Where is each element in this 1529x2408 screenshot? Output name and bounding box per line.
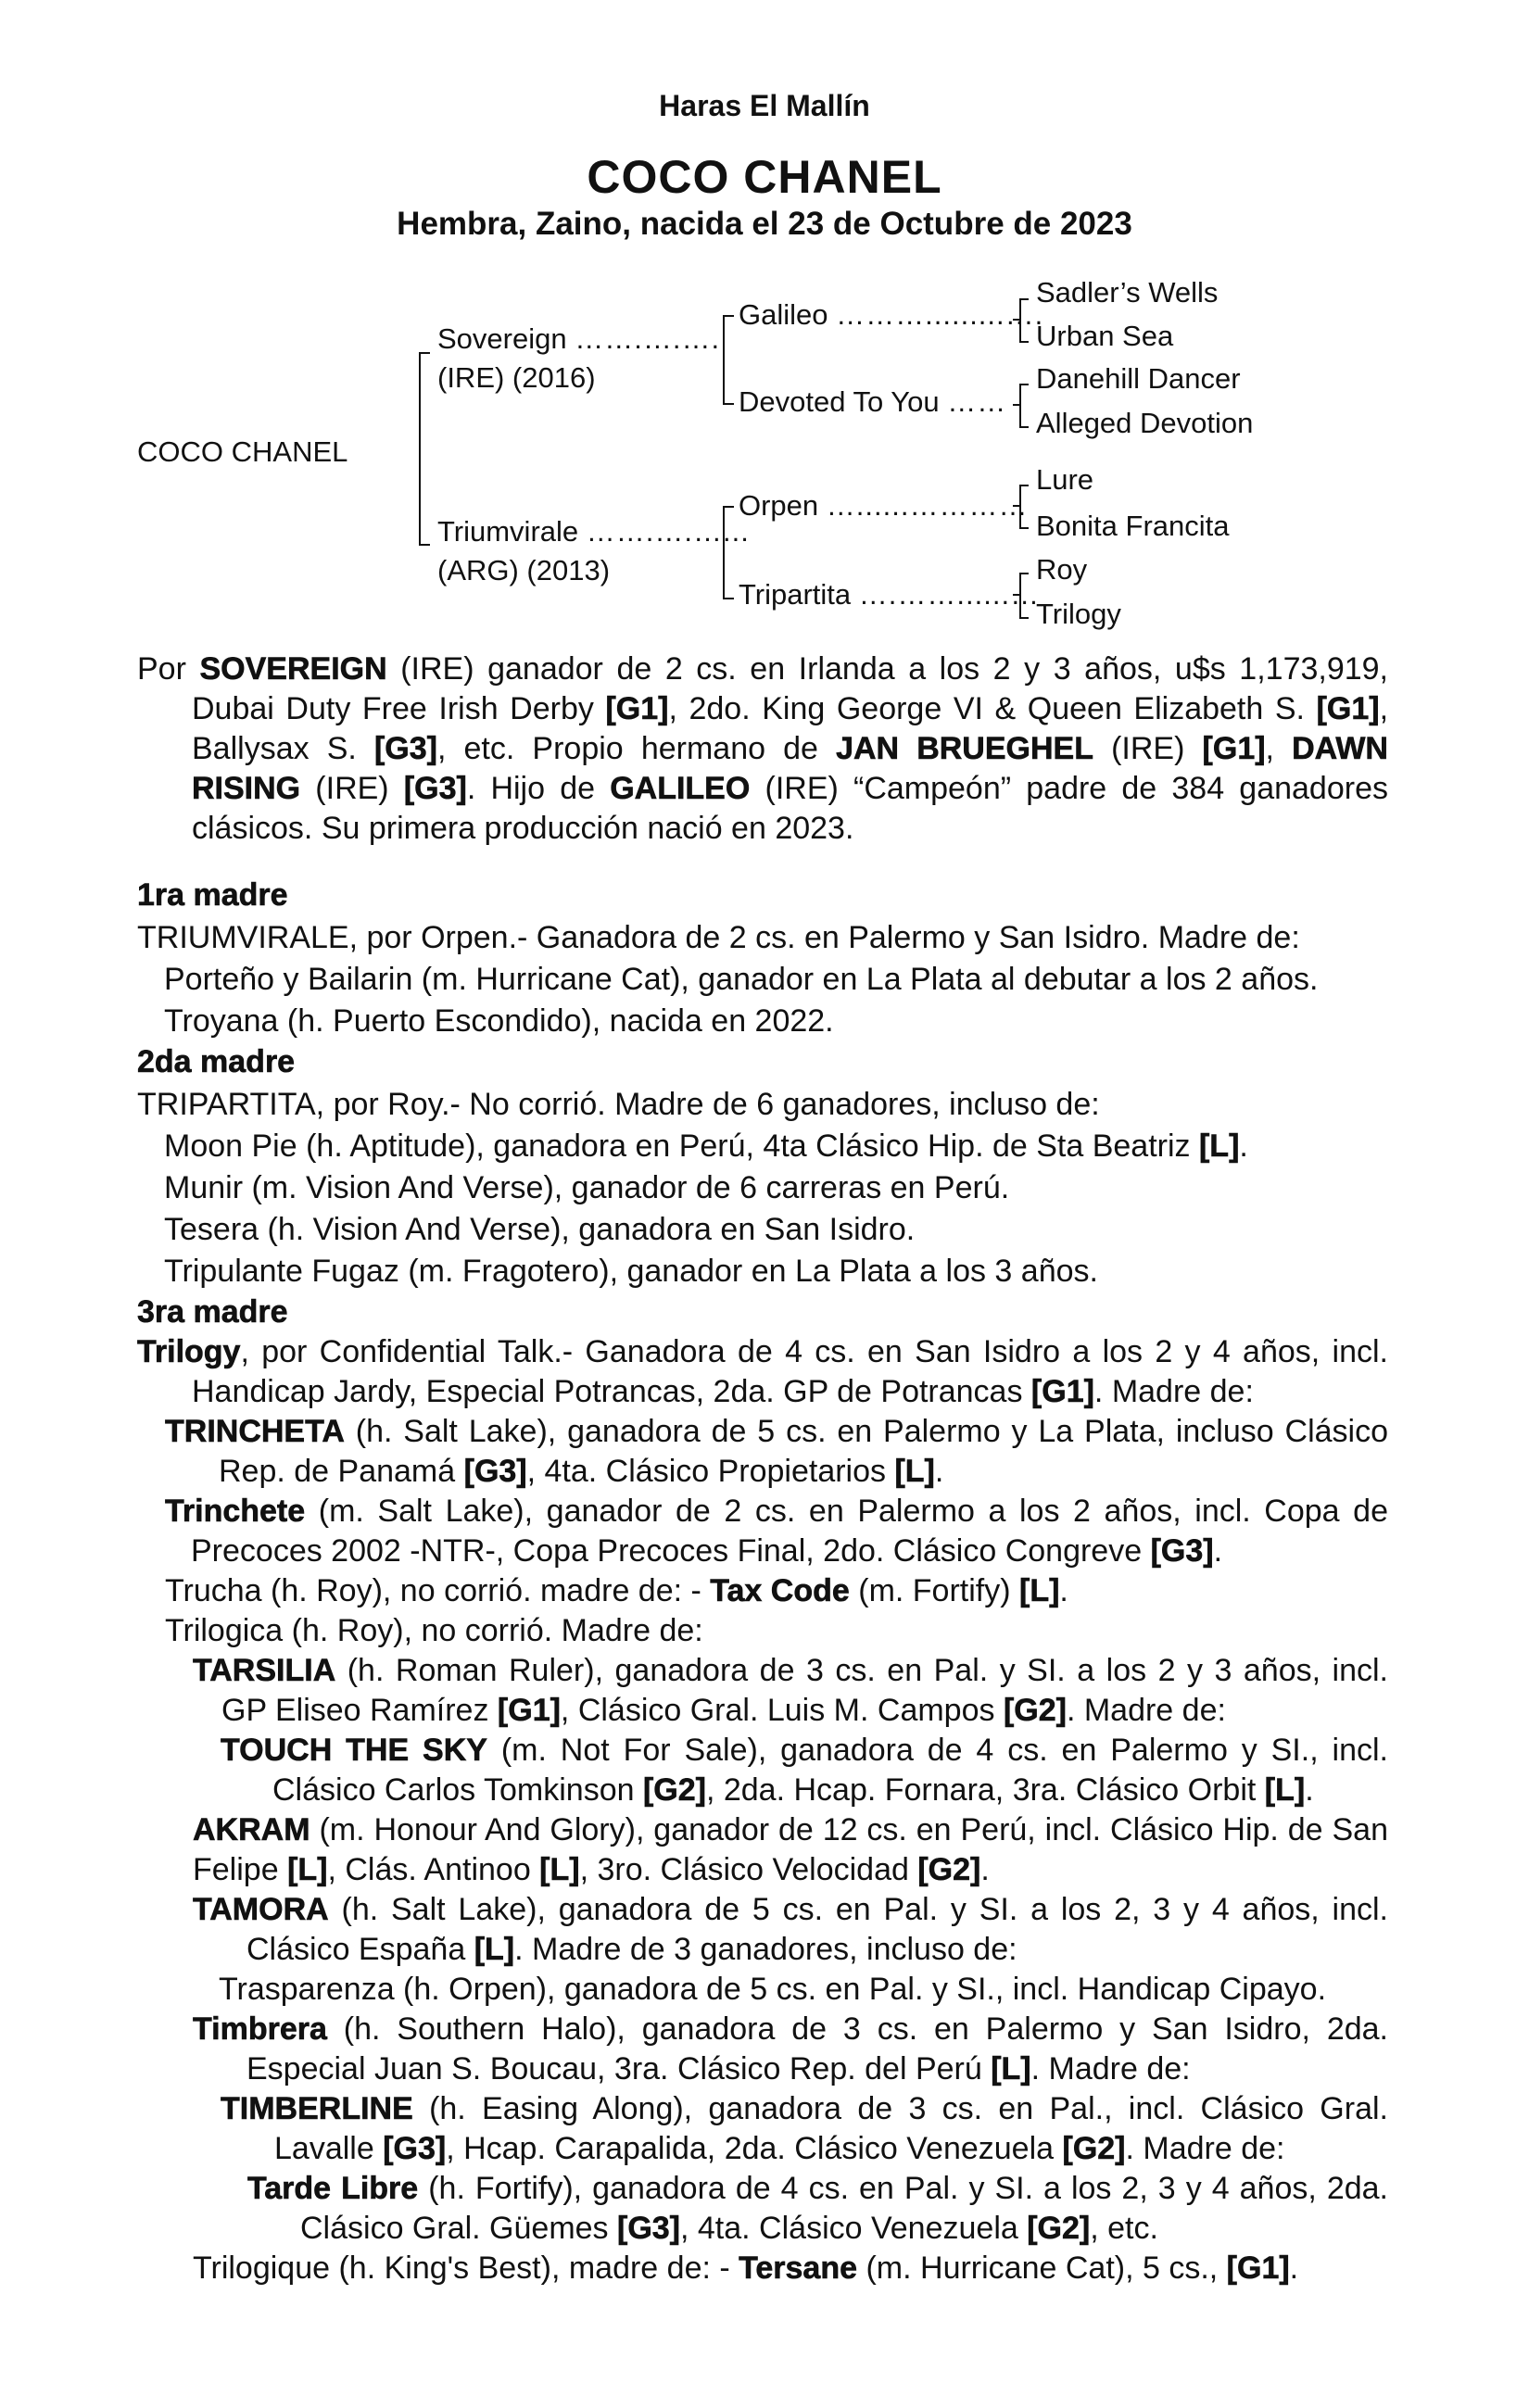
pedigree-subject: COCO CHANEL: [137, 435, 348, 468]
second-dam-line: Moon Pie (h. Aptitude), ganadora en Perú, 4ta Clásico Hip. de Sta Beatriz [L].: [164, 1128, 1248, 1164]
first-dam-line: Troyana (h. Puerto Escondido), nacida en 2022.: [164, 1003, 834, 1039]
orpen-tick: [1013, 505, 1019, 507]
pedigree-gen3-3: Danehill Dancer: [1036, 362, 1241, 395]
produce-entry: Trinchete (m. Salt Lake), ganador de 2 cs. en Palermo a los 2 años, incl. Copa de Precoces 2002 -NTR-, Copa Precoces Final, 2do. Clásico Congreve [G3].: [165, 1494, 1388, 1569]
pedigree-gen3-7: Roy: [1036, 553, 1088, 586]
pedigree-dam-sire: Orpen …......…………: [739, 489, 1029, 522]
pedigree-dam-dam: Tripartita ….……......…: [739, 578, 1041, 611]
horse-name-title: COCO CHANEL: [587, 151, 942, 203]
pedigree-dam: Triumvirale …….….…...: [437, 515, 750, 548]
orpen-bracket: [1019, 485, 1029, 529]
tripartita-bracket: [1019, 573, 1029, 619]
produce-entry: AKRAM (m. Honour And Glory), ganador de 12 cs. en Perú, incl. Clásico Hip. de San Felipe [L], Clás. Antinoo [L], 3ro. Clásico Velocidad [G2].: [193, 1812, 1388, 1887]
galileo-tick: [1013, 319, 1019, 321]
sire-dam-bracket: [419, 352, 430, 546]
pedigree-gen3-1: Sadler’s Wells: [1036, 276, 1219, 309]
produce-entry: TAMORA (h. Salt Lake), ganadora de 5 cs. en Pal. y SI. a los 2, 3 y 4 años, incl. Clásico España [L]. Madre de 3 ganadores, incluso de:: [193, 1892, 1388, 1967]
pedigree-dam-origin: (ARG) (2013): [437, 554, 611, 586]
produce-entry: TRINCHETA (h. Salt Lake), ganadora de 5 cs. en Palermo y La Plata, incluso Clásico Rep. de Panamá [G3], 4ta. Clásico Propietarios [L].: [165, 1414, 1388, 1489]
second-dam-line: Tesera (h. Vision And Verse), ganadora en San Isidro.: [164, 1212, 916, 1247]
second-dam-line: TRIPARTITA, por Roy.- No corrió. Madre de 6 ganadores, incluso de:: [137, 1087, 1100, 1122]
pedigree-gen3-8: Trilogy: [1036, 598, 1121, 630]
pedigree-gen3-5: Lure: [1036, 463, 1094, 496]
produce-entry: Trilogique (h. King's Best), madre de: - Tersane (m. Hurricane Cat), 5 cs., [G1].: [193, 2250, 1299, 2286]
produce-entry: Trasparenza (h. Orpen), ganadora de 5 cs. en Pal. y SI., incl. Handicap Cipayo.: [219, 1972, 1327, 2007]
first-dam-line: Porteño y Bailarin (m. Hurricane Cat), ganador en La Plata al debutar a los 2 años.: [164, 962, 1319, 997]
produce-entry: Trilogy, por Confidential Talk.- Ganadora de 4 cs. en San Isidro a los 2 y 4 años, incl. Handicap Jardy, Especial Potrancas, 2da. GP de Potrancas [G1]. Madre de:: [137, 1334, 1388, 1409]
sire-parents-bracket: [723, 315, 734, 405]
produce-entry: TIMBERLINE (h. Easing Along), ganadora de 3 cs. en Pal., incl. Clásico Gral. Lavalle [G3], Hcap. Carapalida, 2da. Clásico Venezuela [G2]. Madre de:: [221, 2091, 1388, 2166]
pedigree-gen3-4: Alleged Devotion: [1036, 407, 1254, 439]
first-dam-heading: 1ra madre: [137, 877, 288, 913]
devoted-tick: [1013, 404, 1019, 406]
produce-entry: Trilogica (h. Roy), no corrió. Madre de:: [165, 1613, 703, 1648]
pedigree-gen3-6: Bonita Francita: [1036, 510, 1230, 542]
dam-parents-bracket: [723, 506, 734, 599]
produce-entry: Timbrera (h. Southern Halo), ganadora de 3 cs. en Palermo y San Isidro, 2da. Especial Juan S. Boucau, 3ra. Clásico Rep. del Perú [L]. Madre de:: [193, 2011, 1388, 2087]
second-dam-line: Munir (m. Vision And Verse), ganador de 6 carreras en Perú.: [164, 1170, 1010, 1205]
pedigree-gen3-2: Urban Sea: [1036, 320, 1174, 352]
produce-entry: TARSILIA (h. Roman Ruler), ganadora de 3 cs. en Pal. y SI. a los 2 y 3 años, incl. GP Eliseo Ramírez [G1], Clásico Gral. Luis M. Campos [G2]. Madre de:: [193, 1653, 1388, 1728]
horse-info: Hembra, Zaino, nacida el 23 de Octubre de 2023: [397, 206, 1132, 242]
second-dam-line: Tripulante Fugaz (m. Fragotero), ganador en La Plata a los 3 años.: [164, 1254, 1098, 1289]
produce-entry: TOUCH THE SKY (m. Not For Sale), ganadora de 4 cs. en Palermo y SI., incl. Clásico Carlos Tomkinson [G2], 2da. Hcap. Fornara, 3ra. Clásico Orbit [L].: [221, 1733, 1388, 1808]
first-dam-line: TRIUMVIRALE, por Orpen.- Ganadora de 2 cs. en Palermo y San Isidro. Madre de:: [137, 920, 1300, 955]
produce-entry: Tarde Libre (h. Fortify), ganadora de 4 cs. en Pal. y SI. a los 2, 3 y 4 años, 2da. Clásico Gral. Güemes [G3], 4ta. Clásico Venezuela [G2], etc.: [247, 2171, 1388, 2246]
pedigree-sire-dam: Devoted To You ……: [739, 385, 1007, 418]
second-dam-section: [137, 1084, 1392, 1292]
pedigree-sire: Sovereign …….….….: [437, 322, 721, 355]
sire-paragraph: Por SOVEREIGN (IRE) ganador de 2 cs. en Irlanda a los 2 y 3 años, u$s 1,173,919, Dubai Duty Free Irish Derby [G1], 2do. King George VI & Queen Elizabeth S. [G1], Ballysax S. [G3], etc. Propio hermano de JAN BRUEGHEL (IRE) [G1], DAWN RISING (IRE) [G3]. Hijo de GALILEO (IRE) “Campeón” padre de 384 ganadores clásicos. Su primera producción nació en 2023.: [137, 651, 1389, 846]
first-dam-section: [137, 917, 1392, 1042]
pedigree-sire-origin: (IRE) (2016): [437, 361, 596, 394]
devoted-bracket: [1019, 384, 1029, 428]
tripartita-tick: [1013, 594, 1019, 596]
galileo-bracket: [1019, 298, 1029, 343]
third-dam-section: [137, 1332, 1388, 2288]
produce-entry: Trucha (h. Roy), no corrió. madre de: - Tax Code (m. Fortify) [L].: [165, 1573, 1068, 1608]
third-dam-heading: 3ra madre: [137, 1294, 288, 1330]
second-dam-heading: 2da madre: [137, 1044, 296, 1079]
stud-name: Haras El Mallín: [659, 89, 870, 122]
pedigree-sire-sire: Galileo ……….........….: [739, 298, 1044, 331]
